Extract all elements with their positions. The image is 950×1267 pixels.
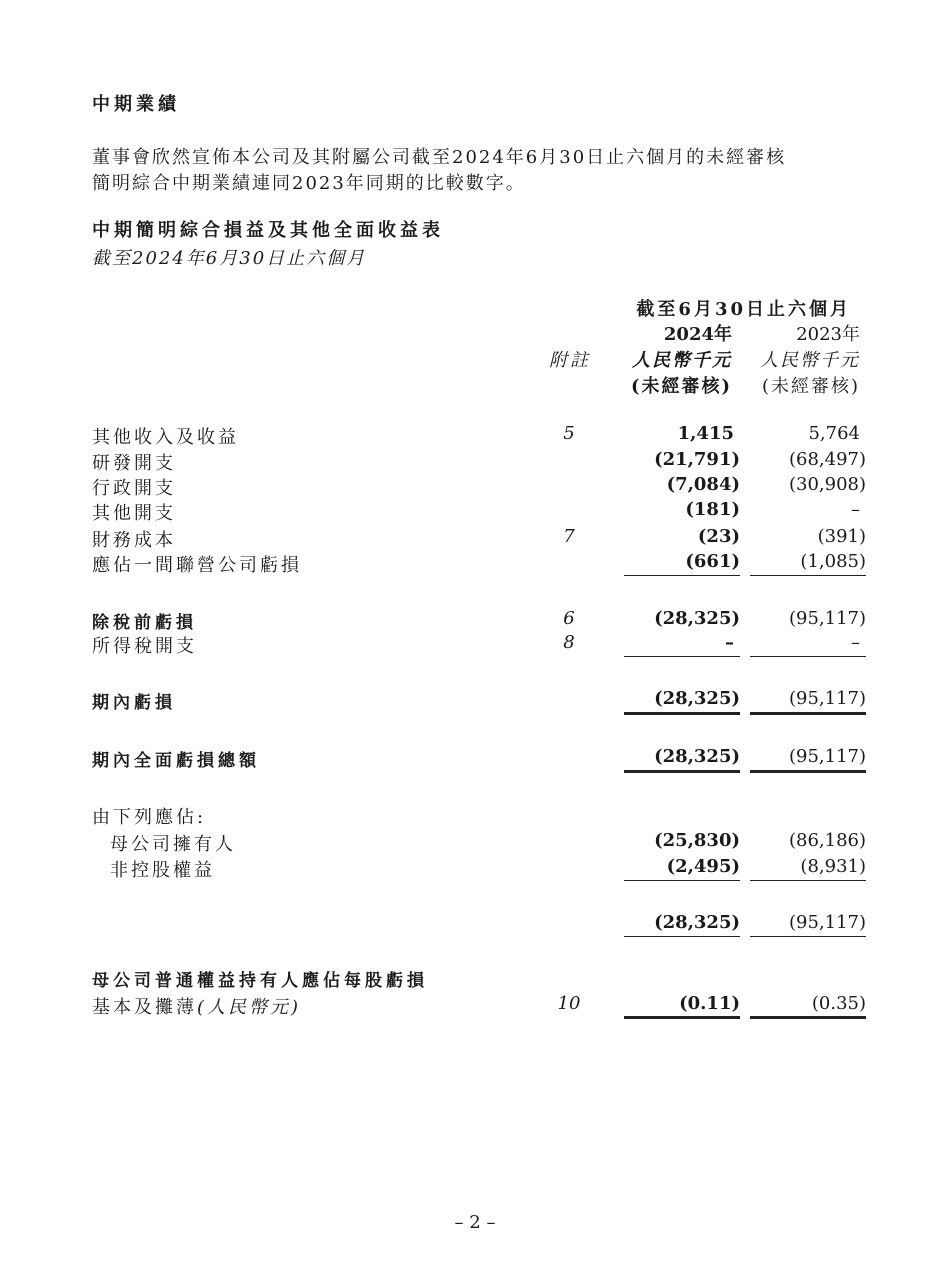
value-2024: (28,325) — [654, 608, 740, 629]
subtotal-rule — [750, 880, 866, 881]
header-currency-prior: 人民幣千元 — [760, 350, 860, 371]
value-2023: (95,117) — [788, 746, 866, 767]
value-2024: (28,325) — [654, 746, 740, 767]
total-rule — [750, 770, 866, 773]
row-label: 母公司普通權益持有人應佔每股虧損 — [92, 971, 428, 991]
row-note: 5 — [563, 423, 575, 444]
total-rule — [750, 712, 866, 715]
value-2023: (68,497) — [788, 449, 866, 470]
value-2023: (391) — [817, 526, 866, 547]
total-rule — [624, 936, 740, 937]
value-2023: (8,931) — [800, 856, 866, 877]
value-2023: (95,117) — [788, 608, 866, 629]
subtotal-rule — [624, 880, 740, 881]
value-2024: (28,325) — [654, 912, 740, 933]
header-notes: 附註 — [549, 350, 591, 371]
row-label: 母公司擁有人 — [110, 834, 236, 855]
row-label: 其他開支 — [92, 503, 176, 524]
row-label: 由下列應佔: — [92, 807, 207, 828]
row-label: 研發開支 — [92, 453, 176, 474]
value-2024: – — [725, 632, 734, 653]
total-rule — [750, 1016, 866, 1019]
row-label: 應佔一間聯營公司虧損 — [92, 555, 302, 576]
value-2023: (95,117) — [788, 912, 866, 933]
value-2023: (95,117) — [788, 688, 866, 709]
header-audit-current: (未經審核) — [630, 376, 732, 397]
total-rule — [750, 936, 866, 937]
value-2024: (23) — [697, 526, 740, 547]
row-label: 財務成本 — [92, 530, 176, 551]
header-period: 截至6月30日止六個月 — [636, 299, 851, 320]
value-2024: (28,325) — [654, 688, 740, 709]
page-number: – 2 – — [454, 1212, 496, 1233]
value-2023: – — [851, 499, 860, 520]
total-rule — [624, 1016, 740, 1019]
value-2023: (86,186) — [788, 830, 866, 851]
subtotal-rule — [750, 575, 866, 576]
row-label: 期內虧損 — [92, 693, 176, 713]
value-2023: (0.35) — [811, 993, 866, 1014]
value-2023: (1,085) — [800, 551, 866, 572]
subtotal-rule — [624, 575, 740, 576]
eps-label-main: 基本及攤薄 — [92, 997, 197, 1018]
value-2023: 5,764 — [808, 423, 860, 444]
subtotal-rule — [624, 656, 740, 657]
value-2024: (181) — [685, 499, 740, 520]
subtotal-rule — [750, 656, 866, 657]
statement-subtitle: 截至2024年6月30日止六個月 — [92, 248, 367, 269]
header-year-current: 2024年 — [663, 324, 732, 345]
value-2023: (30,908) — [788, 474, 866, 495]
row-label: 除稅前虧損 — [92, 613, 197, 633]
value-2024: (7,084) — [666, 474, 740, 495]
row-label: 行政開支 — [92, 478, 176, 499]
value-2024: (2,495) — [666, 856, 740, 877]
row-label: 其他收入及收益 — [92, 427, 239, 448]
value-2024: (21,791) — [654, 449, 740, 470]
intro-line-2: 簡明綜合中期業績連同2023年同期的比較數字。 — [92, 173, 526, 194]
header-currency-current: 人民幣千元 — [632, 350, 732, 371]
value-2024: (0.11) — [679, 993, 740, 1014]
value-2024: (661) — [685, 551, 740, 572]
row-note: 7 — [563, 526, 575, 547]
row-note: 6 — [563, 608, 575, 629]
row-label: 期內全面虧損總額 — [92, 751, 260, 771]
eps-label-unit: (人民幣元) — [197, 997, 302, 1018]
eps-label — [92, 993, 301, 1019]
row-label: 非控股權益 — [110, 860, 215, 881]
intro-line-1: 董事會欣然宣佈本公司及其附屬公司截至2024年6月30日止六個月的未經審核 — [92, 147, 787, 168]
row-note: 10 — [557, 993, 581, 1014]
value-2024: 1,415 — [677, 423, 734, 444]
value-2024: (25,830) — [654, 830, 740, 851]
header-year-prior: 2023年 — [796, 324, 860, 345]
total-rule — [624, 770, 740, 773]
row-note: 8 — [563, 632, 575, 653]
statement-title: 中期簡明綜合損益及其他全面收益表 — [92, 220, 444, 241]
value-2023: – — [851, 632, 860, 653]
section-title: 中期業績 — [92, 94, 180, 115]
total-rule — [624, 712, 740, 715]
header-audit-prior: (未經審核) — [761, 376, 860, 397]
row-label: 所得稅開支 — [92, 636, 197, 657]
